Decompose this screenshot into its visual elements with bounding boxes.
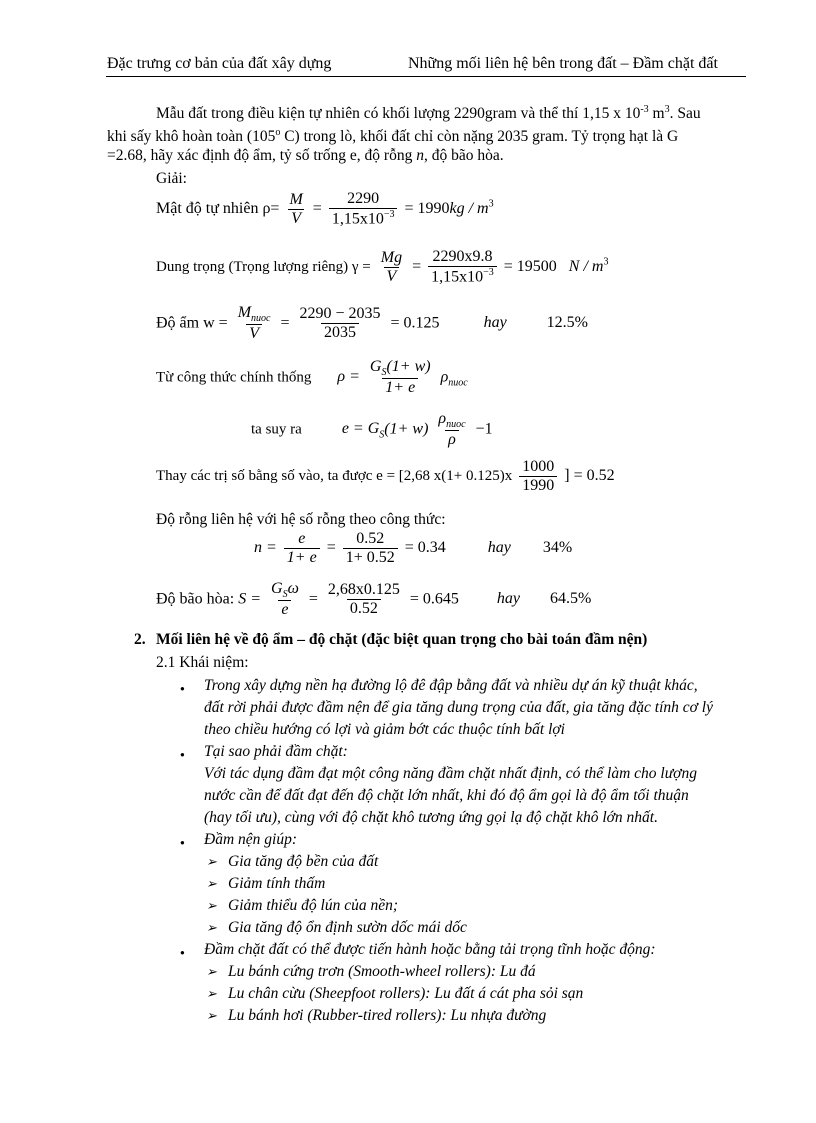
bullet-3-item: ➢ Giảm thiểu độ lún của nền; [228,895,398,917]
bullet-1-line-3: theo chiều hướng có lợi và giảm bớt các thuộc tính bất lợi [204,721,565,738]
header-rule [106,76,746,77]
bullet-1-line-1: ● Trong xây dựng nền hạ đường lộ đê đập bằng đất và nhiều dự án kỹ thuật khác, [204,675,698,697]
porosity-intro: Độ rỗng liên hệ với hệ số rỗng theo công thức: [156,511,446,528]
eq-saturation: Độ bão hòa: S = $\frac{G_S\omega}{e}$ = $\frac{2,68x0.125}{0.52}$ = 0.645 hay 64.5% [156,580,592,619]
bullet-3-item: ➢ Gia tăng độ bền của đất [228,851,378,873]
eq-main-formula: Từ công thức chính thống ρ = $\frac{G_S(1+ w)}{1+ e}$ $\rho_{nuoc}$ [156,358,468,397]
section-2-title: Mối liên hệ về độ ẩm – độ chặt (đặc biệt quan trọng cho bài toán đầm nện) [156,631,648,648]
bullet-1-line-2: đất rời phải được đầm nện để gia tăng dung trọng của đất, gia tăng đặc tính cơ lý [204,699,713,716]
eq-derived: ta suy ra $e = G_S(1+ w)$ $\frac{\rho_{nuoc}}{\rho}$ −1 [251,410,493,449]
solution-label: Giải: [156,170,187,187]
bullet-3-title: ● Đầm nện giúp: [204,829,297,851]
problem-line-1: Mẫu đất trong điều kiện tự nhiên có khối lượng 2290gram và thể thí 1,15 x $10^{-3}$ $m^3$. Sau [156,104,701,123]
eq-density: Mật độ tự nhiên ρ= $\frac{M}{V}$ = $\frac{2290}{1,15x10^{-3}}$ = $1990kg / m^3$ [156,190,494,228]
bullet-4-item: ➢ Lu chân cừu (Sheepfoot rollers): Lu đất á cát pha sỏi sạn [228,983,583,1005]
bullet-2-title: ● Tại sao phải đầm chặt: [204,741,348,763]
bullet-4-item: ➢ Lu bánh hơi (Rubber-tired rollers): Lu nhựa đường [228,1005,546,1027]
problem-line-3: =2.68, hãy xác định độ ẩm, tỷ số trống e, độ rỗng n, độ bão hòa. [107,147,504,164]
bullet-2-line-1: Với tác dụng đầm đạt một công năng đầm chặt nhất định, có thể làm cho lượng [204,765,697,782]
bullet-3-item: ➢ Giảm tính thấm [228,873,325,895]
problem-line-2: khi sấy khô hoàn toàn (105$^o$ C) trong lò, khối đất chỉ còn nặng 2035 gram. Tỷ trọng hạt là G [107,127,679,146]
bullet-4-item: ➢ Lu bánh cứng trơn (Smooth-wheel rollers): Lu đá [228,961,536,983]
subsection-2-1: 2.1 Khái niệm: [156,654,249,671]
section-2-number: 2. [134,631,146,648]
bullet-3-item: ➢ Gia tăng độ ổn định sườn dốc mái dốc [228,917,467,939]
header-left: Đặc trưng cơ bản của đất xây dựng [107,55,332,72]
bullet-4-title: ● Đầm chặt đất có thể được tiến hành hoặc bằng tải trọng tĩnh hoặc động: [204,939,656,961]
eq-porosity: n = $\frac{e}{1+ e}$ = $\frac{0.52}{1+ 0.52}$ = 0.34 hay 34% [254,530,573,566]
bullet-2-line-3: (hay tối ưu), cùng với độ chặt khô tương ứng gọi lạ độ chặt khô lớn nhất. [204,809,658,826]
bullet-2-line-2: nước cần để đất đạt đến độ chặt lớn nhất, khi đó độ ẩm gọi là độ ẩm tối thuận [204,787,689,804]
header-right: Những mối liên hệ bên trong đất – Đầm chặt đất [408,55,718,72]
eq-moisture: Độ ẩm w = $\frac{M_{nuoc}}{V}$ = $\frac{2290 - 2035}{2035}$ = 0.125 hay 12.5% [156,304,588,343]
eq-substitution: Thay các trị số bằng số vào, ta được e = [2,68 x(1+ 0.125)x $\frac{1000}{1990}$ ] = 0.52 [156,458,615,494]
eq-unit-weight: Dung trọng (Trọng lượng riêng) γ = $\frac{Mg}{V}$ = $\frac{2290x9.8}{1,15x10^{-3}}$ = 19500 N / $m^3$ [156,248,609,286]
